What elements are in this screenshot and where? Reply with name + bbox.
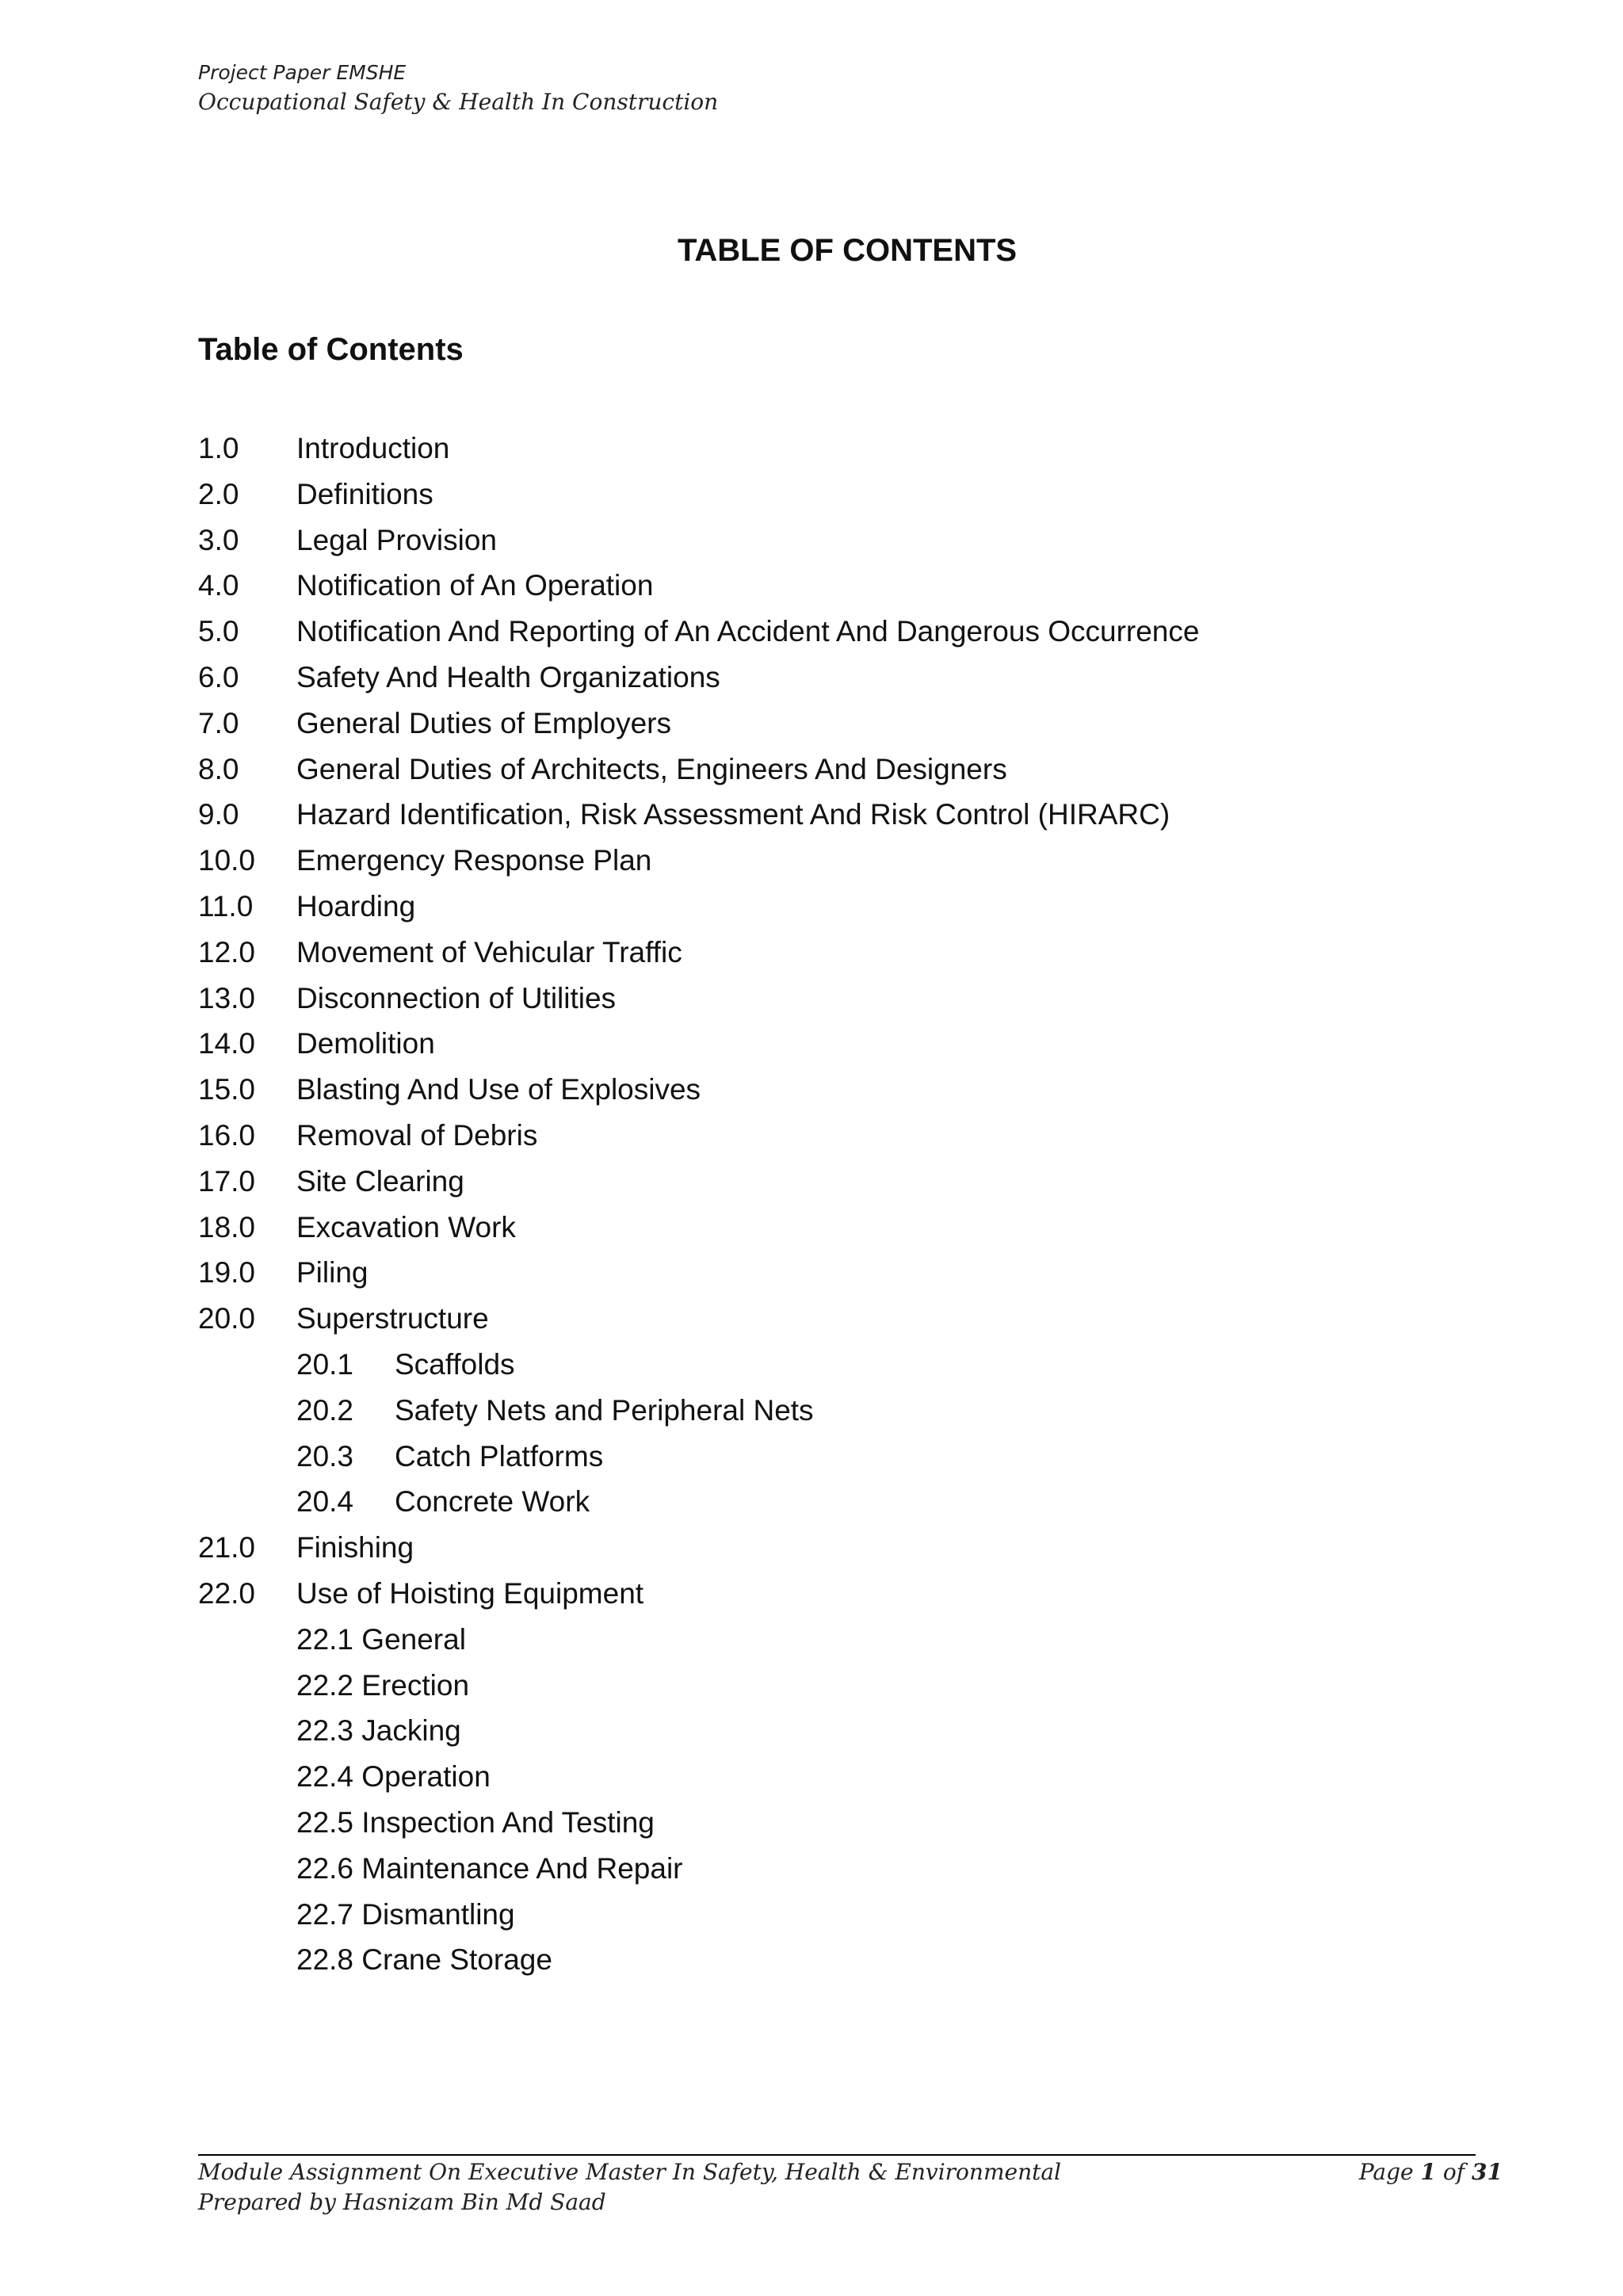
toc-entry-number: 18.0 [198, 1210, 256, 1244]
toc-entry-number: 5.0 [198, 615, 239, 648]
toc-entry-number: 15.0 [198, 1073, 256, 1106]
toc-heading: Table of Contents [198, 332, 464, 367]
toc-entry [198, 563, 1199, 609]
page-header [198, 59, 718, 117]
toc-entry [198, 884, 1199, 930]
toc-subentry-label: Concrete Work [395, 1485, 590, 1519]
toc-subentry: 22.8 Crane Storage [296, 1943, 552, 1977]
toc-entry-number: 21.0 [198, 1531, 256, 1564]
toc-entry [198, 1571, 1199, 1617]
toc-entry-number: 16.0 [198, 1118, 256, 1152]
toc-subentry [198, 1388, 1199, 1434]
toc-entry-number: 20.0 [198, 1302, 256, 1335]
toc-entry-number: 22.0 [198, 1576, 256, 1610]
toc-subentry: 22.2 Erection [296, 1668, 470, 1702]
toc-entry-label: Removal of Debris [296, 1118, 538, 1152]
toc-entry-number: 17.0 [198, 1164, 256, 1198]
toc-entry [198, 609, 1199, 655]
toc-subentry [198, 1342, 1199, 1388]
footer-module-text: Module Assignment On Executive Master In Safety, Health & Environmental [198, 2159, 1062, 2185]
toc-entry [198, 838, 1199, 884]
toc-entry-label: Safety And Health Organizations [296, 660, 720, 693]
toc-entry [198, 1159, 1199, 1205]
page-title: TABLE OF CONTENTS [677, 233, 1018, 268]
toc-subentry-number: 20.2 [296, 1393, 354, 1427]
toc-entry-label: Definitions [296, 477, 433, 510]
toc-entry-number: 19.0 [198, 1256, 256, 1289]
toc-subentry-number: 20.4 [296, 1485, 354, 1519]
header-project-title: Project Paper EMSHE [198, 61, 407, 84]
toc-entry-label: Superstructure [296, 1302, 489, 1335]
toc-entry-label: Notification And Reporting of An Accident And Dangerous Occurrence [296, 615, 1200, 648]
toc-entry-label: Movement of Vehicular Traffic [296, 935, 682, 968]
toc-entry-number: 10.0 [198, 844, 256, 877]
toc-entry [198, 976, 1199, 1022]
toc-entry [198, 1113, 1199, 1159]
footer-author-text: Prepared by Hasnizam Bin Md Saad [198, 2189, 606, 2215]
toc-entry-label: Disconnection of Utilities [296, 981, 617, 1014]
toc-entry [198, 1250, 1199, 1296]
toc-entry-number: 14.0 [198, 1027, 256, 1060]
toc-entry-label: Legal Provision [296, 523, 497, 556]
toc-entry-label: Emergency Response Plan [296, 844, 652, 877]
page-number-total: 31 [1472, 2159, 1503, 2185]
toc-entry-label: Site Clearing [296, 1164, 464, 1198]
toc-entry-label: Blasting And Use of Explosives [296, 1073, 701, 1106]
toc-entry-label: Demolition [296, 1027, 435, 1060]
toc-subentry: 22.7 Dismantling [296, 1897, 515, 1931]
toc-entry [198, 930, 1199, 976]
toc-subentry: 22.5 Inspection And Testing [296, 1805, 655, 1839]
toc-entry-label: Notification of An Operation [296, 569, 654, 602]
toc-entry-label: Use of Hoisting Equipment [296, 1576, 644, 1610]
toc-entry-label: General Duties of Employers [296, 706, 671, 739]
page-number-prefix: Page [1358, 2159, 1414, 2185]
toc-entry-label: Excavation Work [296, 1210, 516, 1244]
toc-entry [198, 747, 1199, 793]
toc-entry-number: 12.0 [198, 935, 256, 968]
toc-entry [198, 426, 1199, 472]
page-number-current: 1 [1420, 2159, 1436, 2185]
toc-entry-label: Hazard Identification, Risk Assessment And Risk Control (HIRARC) [296, 798, 1170, 831]
toc-subentry: 22.4 Operation [296, 1760, 491, 1794]
toc-entry-label: Piling [296, 1256, 369, 1289]
toc-entry-number: 9.0 [198, 798, 239, 831]
page-number [1359, 2157, 1503, 2187]
page-number-of: of [1442, 2159, 1465, 2185]
toc-entry [198, 472, 1199, 518]
table-of-contents [198, 426, 1199, 1983]
footer-divider [198, 2154, 1476, 2156]
toc-entry [198, 1205, 1199, 1251]
toc-entry-number: 4.0 [198, 569, 239, 602]
toc-subentry: 22.1 General [296, 1622, 466, 1656]
toc-entry-label: Hoarding [296, 889, 416, 923]
toc-entry-label: General Duties of Architects, Engineers And Designers [296, 752, 1007, 785]
toc-entry-label: Finishing [296, 1531, 414, 1564]
toc-subentry-number: 20.1 [296, 1347, 354, 1381]
toc-entry [198, 655, 1199, 701]
toc-subentry-label: Safety Nets and Peripheral Nets [395, 1393, 814, 1427]
toc-subentry-label: Catch Platforms [395, 1439, 604, 1473]
toc-entry [198, 792, 1199, 838]
toc-subentry-label: Scaffolds [395, 1347, 515, 1381]
toc-entry [198, 701, 1199, 747]
toc-entry-number: 3.0 [198, 523, 239, 556]
page-footer [198, 2157, 1503, 2218]
toc-entry [198, 1067, 1199, 1113]
toc-subentry: 22.3 Jacking [296, 1714, 461, 1748]
toc-entry [198, 1525, 1199, 1571]
toc-entry [198, 1021, 1199, 1067]
toc-entry-number: 13.0 [198, 981, 256, 1014]
toc-entry-number: 2.0 [198, 477, 239, 510]
toc-entry-number: 11.0 [198, 889, 254, 923]
toc-subentry: 22.6 Maintenance And Repair [296, 1851, 683, 1885]
toc-entry [198, 518, 1199, 563]
toc-entry-number: 8.0 [198, 752, 239, 785]
toc-entry-label: Introduction [296, 432, 450, 464]
toc-subentry [198, 1434, 1199, 1480]
toc-subentry [198, 1479, 1199, 1525]
toc-subentry-number: 20.3 [296, 1439, 354, 1473]
toc-entry [198, 1296, 1199, 1342]
header-subject-title: Occupational Safety & Health In Construction [198, 89, 719, 115]
toc-entry-number: 7.0 [198, 706, 239, 739]
toc-entry-number: 6.0 [198, 660, 239, 693]
toc-entry-number: 1.0 [198, 432, 239, 464]
